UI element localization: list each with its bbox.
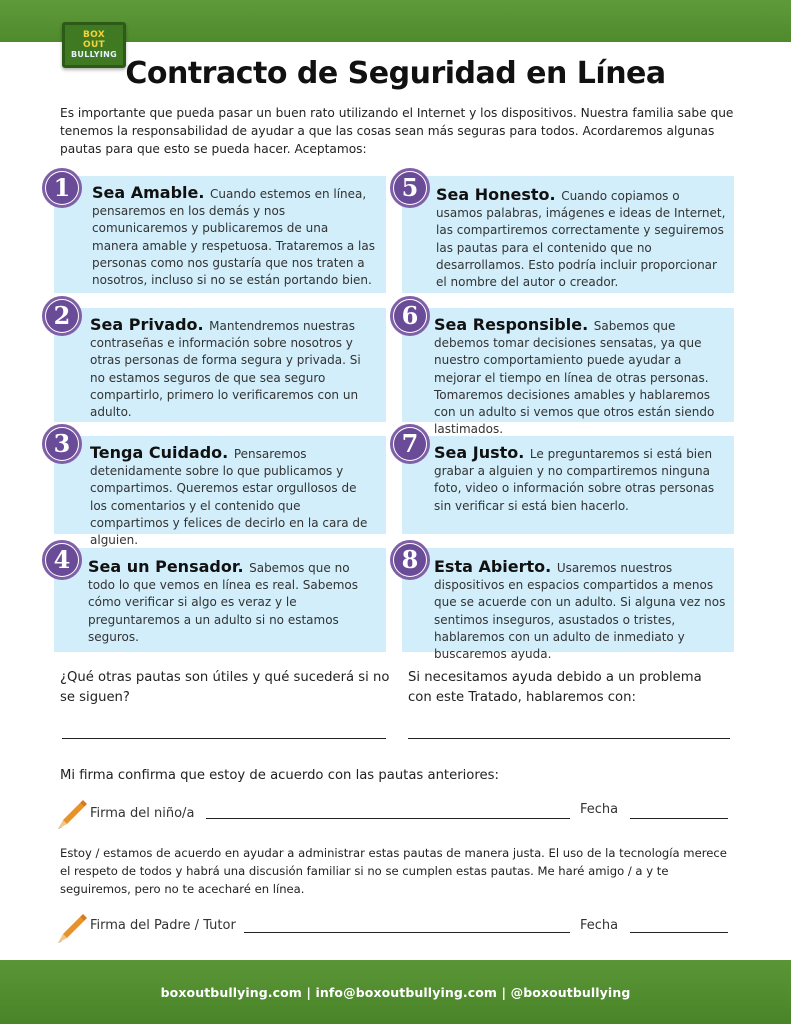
parent-signature-label: Firma del Padre / Tutor	[90, 918, 236, 933]
number-badge-7	[390, 424, 430, 464]
rule-text: Sabemos que debemos tomar decisiones sensatas, ya que nuestro comportamiento puede ayudar a mejorar el tiempo en línea de otras personas. Tomaremos decisiones amables y hablaremos con un adulto si vemos que otros están siendo lastimados.	[434, 319, 715, 437]
footer-green-banner	[0, 960, 791, 1024]
badge-number: 4	[46, 544, 78, 576]
rule-text: Mantendremos nuestras contraseñas e información sobre nosotros y otras personas de forma segura y privada. Si no estamos seguros de que sea seguro compartirlo, primero lo verificaremos con un adulto.	[90, 319, 361, 420]
logo-text-1: BOX	[82, 30, 106, 40]
badge-number: 1	[46, 172, 78, 204]
rule-text: Pensaremos detenidamente sobre lo que publicamos y compartimos. Queremos estar orgullosos de los comentarios y el contenido que compartimos y felices de decirlo en la cara de alguien.	[90, 447, 368, 548]
number-badge-1	[42, 168, 82, 208]
rule-name: Sea Justo.	[434, 443, 530, 462]
badge-number: 2	[46, 300, 78, 332]
child-date-label: Fecha	[580, 802, 619, 817]
rule-name: Sea Amable.	[92, 183, 211, 202]
number-badge-2	[42, 296, 82, 336]
rule-box-2	[54, 308, 386, 422]
parent-signature-line[interactable]	[244, 932, 570, 933]
badge-number: 5	[394, 172, 426, 204]
rule-text: Cuando copiamos o usamos palabras, imágenes e ideas de Internet, las compartiremos correctamente y seguiremos las pautas para el contenido que no desarrollamos. Esto podría incluir proporcionar el nombre del autor o creador.	[436, 189, 726, 290]
parent-date-line[interactable]	[630, 932, 728, 933]
badge-number: 3	[46, 428, 78, 460]
child-signature-line[interactable]	[206, 818, 570, 819]
logo-text-3: BULLYING	[71, 50, 117, 59]
rule-name: Tenga Cuidado.	[90, 443, 234, 462]
rule-name: Sea un Pensador.	[88, 557, 250, 576]
rule-box-1	[54, 176, 386, 293]
number-badge-5	[390, 168, 430, 208]
answer-line-left[interactable]	[62, 738, 386, 739]
number-badge-6	[390, 296, 430, 336]
rule-box-3	[54, 436, 386, 548]
parent-date-label: Fecha	[580, 918, 619, 933]
rule-box-4	[54, 548, 386, 652]
rule-text: Le preguntaremos si está bien grabar a alguien y no compartiremos ninguna foto, video o información sobre otras personas sin verificar si está bien hacerlo.	[434, 447, 715, 513]
badge-number: 7	[394, 428, 426, 460]
rule-name: Sea Honesto.	[436, 185, 562, 204]
rule-box-6	[402, 308, 734, 437]
question-who-to-talk: Si necesitamos ayuda debido a un problema con este Tratado, hablaremos con:	[408, 670, 702, 705]
rule-text: Cuando estemos en línea, pensaremos en los demás y nos comunicaremos y publicaremos de una manera amable y respetuosa. Trataremos a las personas como nos gustaría que nos traten a nosotros, incluso si no se están portando bien.	[92, 187, 375, 288]
rule-box-5	[402, 176, 734, 293]
rule-box-8	[402, 548, 734, 662]
pencil-icon	[54, 910, 88, 944]
question-other-guidelines: ¿Qué otras pautas son útiles y qué sucederá si no se siguen?	[60, 670, 390, 705]
rule-box-7	[402, 436, 734, 534]
signature-confirm-text: Mi firma confirma que estoy de acuerdo con las pautas anteriores:	[60, 768, 499, 783]
child-date-line[interactable]	[630, 818, 728, 819]
rule-text: Sabemos que no todo lo que vemos en línea es real. Sabemos cómo verificar si algo es veraz y le preguntaremos a un adulto si no estamos seguros.	[88, 561, 359, 644]
number-badge-3	[42, 424, 82, 464]
rule-name: Esta Abierto.	[434, 557, 557, 576]
rule-name: Sea Privado.	[90, 315, 210, 334]
rule-text: Usaremos nuestros dispositivos en espacios compartidos a menos que se acuerde con un adulto. Si alguna vez nos sentimos inseguros, asustados o tristes, hablaremos con un adulto de inmediato y buscaremos ayuda.	[434, 561, 726, 662]
intro-paragraph: Es importante que pueda pasar un buen rato utilizando el Internet y los dispositivos. Nuestra familia sabe que tenemos la responsabilidad de ayudar a que las cosas sean más seguras para todos. Acordaremos algunas pautas para que esto se pueda hacer. Aceptamos:	[60, 106, 734, 156]
footer-contact: boxoutbullying.com | info@boxoutbullying.com | @boxoutbullying	[160, 984, 631, 1000]
badge-number: 6	[394, 300, 426, 332]
number-badge-8	[390, 540, 430, 580]
badge-number: 8	[394, 544, 426, 576]
rule-name: Sea Responsible.	[434, 315, 594, 334]
page-title: Contracto de Seguridad en Línea	[125, 56, 666, 91]
number-badge-4	[42, 540, 82, 580]
logo-text-2: OUT	[83, 40, 105, 50]
child-signature-label: Firma del niño/a	[90, 806, 195, 821]
pencil-icon	[54, 796, 88, 830]
answer-line-right[interactable]	[408, 738, 730, 739]
parent-agreement-paragraph: Estoy / estamos de acuerdo en ayudar a administrar estas pautas de manera justa. El uso de la tecnología merece el respeto de todos y habrá una discusión familiar si no se cumplen estas pautas. Me haré amigo / a y te seguiremos, pero no te acecharé en línea.	[60, 846, 727, 896]
